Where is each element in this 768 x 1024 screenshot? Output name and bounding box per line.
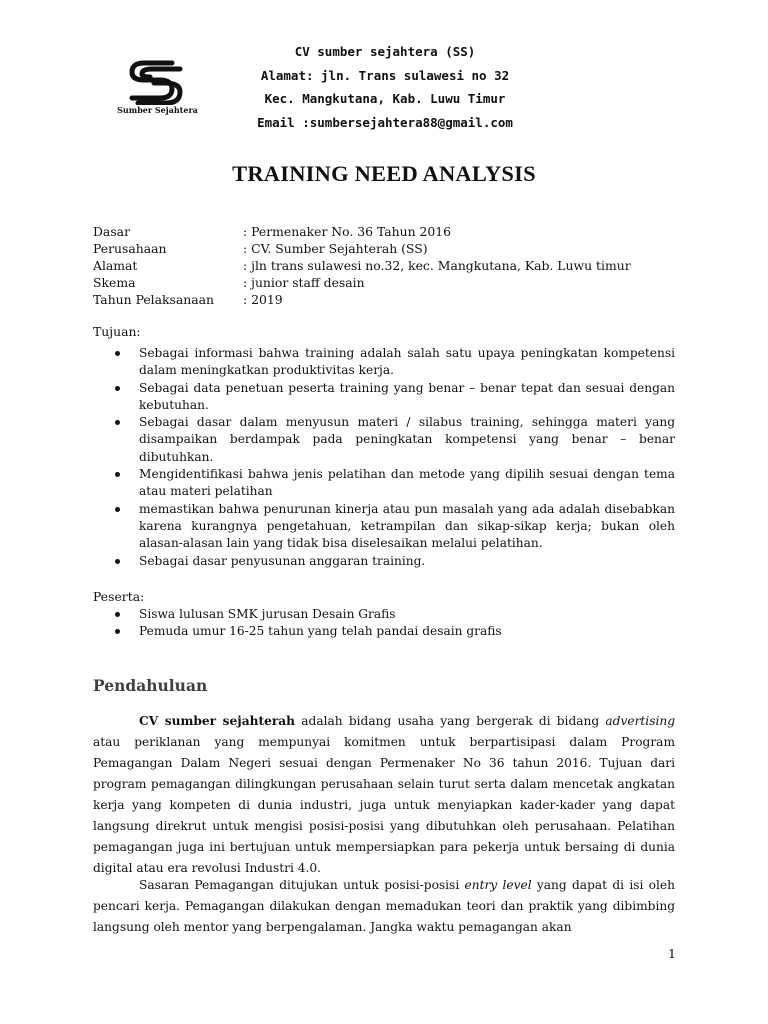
paragraph-italic: advertising [605,714,675,728]
list-item-text: Sebagai dasar dalam menyusun materi / silabus training, sehingga materi yang disampaikan berdampak pada peningkatan kompetensi yang benar – benar dibutuhkan. [139,415,675,464]
paragraph-text: Sasaran Pemagangan ditujukan untuk posisi-posisi [139,878,465,892]
company-email: Email :sumbersejahtera88@gmail.com [257,114,513,130]
info-value: : jln trans sulawesi no.32, kec. Mangkutana, Kab. Luwu timur [243,258,631,273]
paragraph-text: atau periklanan yang mempunyai komitmen untuk berpartisipasi dalam Program Pemagangan Dalam Negeri sesuai dengan Permenaker No 36 tahun 2016. Tujuan dari program pemagangan dilingkungan perusahaan selain turut serta dalam mencetak angkatan kerja yang kompeten di dunia industri, juga untuk menyiapkan kader-kader yang dapat langsung direkrut untuk mengisi posisi-posisi yang dibutuhkan oleh perusahaan. Pelatihan pemagangan juga ini bertujuan untuk mempersiapkan para pekerja untuk bersaing di dunia digital atau era revolusi Industri 4.0. [93,735,675,875]
list-item [93,380,675,415]
tujuan-label: Tujuan: [93,324,141,339]
list-item [93,501,675,553]
tujuan-list [93,345,675,570]
info-label: Perusahaan [93,241,167,256]
paragraph-text: adalah bidang usaha yang bergerak di bidang [295,714,606,728]
peserta-list [93,606,675,641]
info-value: : junior staff desain [243,275,365,290]
logo-caption: Sumber Sejahtera [117,105,198,115]
info-label: Alamat [93,258,138,273]
ss-logo-icon [110,55,205,105]
list-item [93,466,675,501]
letterhead-text [230,40,540,134]
company-district: Kec. Mangkutana, Kab. Luwu Timur [264,91,506,106]
list-item [93,606,675,623]
list-item [93,553,675,570]
page-number: 1 [668,946,676,961]
info-label: Dasar [93,224,130,239]
paragraph-pendahuluan-1 [93,711,675,879]
company-address: Alamat: jln. Trans sulawesi no 32 [260,67,510,83]
peserta-label: Peserta: [93,589,145,604]
list-item [93,345,675,380]
list-item-text: Sebagai data penetuan peserta training yang benar – benar tepat dan sesuai dengan kebutuhan. [139,380,675,412]
list-item-text: Sebagai dasar penyusunan anggaran training. [139,553,426,568]
company-name: CV sumber sejahtera (SS) [294,44,476,59]
list-item-text: Mengidentifikasi bahwa jenis pelatihan dan metode yang dipilih sesuai dengan tema atau materi pelatihan [139,467,675,499]
paragraph-italic: entry level [464,878,532,892]
bullet-icon [115,420,120,425]
bullet-icon [115,386,120,391]
company-logo [110,55,205,120]
list-item [93,414,675,466]
list-item-text: Pemuda umur 16-25 tahun yang telah pandai desain grafis [139,624,502,639]
list-item [93,623,675,640]
bullet-icon [115,559,120,564]
paragraph-pendahuluan-2 [93,875,675,938]
paragraph-text: yang dapat di isi oleh pencari kerja. Pemagangan dilakukan dengan memadukan teori dan praktik yang dibimbing langsung oleh mentor yang berpengalaman. Jangka waktu pemagangan akan [93,878,675,934]
list-item-text: memastikan bahwa penurunan kinerja atau pun masalah yang ada adalah disebabkan karena kurangnya pengetahuan, ketrampilan dan sikap-sikap kerja; bukan oleh alasan-alasan lain yang tidak bisa diselesaikan melalui pelatihan. [139,501,675,551]
bullet-icon [115,612,120,617]
info-value: : 2019 [243,292,283,307]
list-item-text: Siswa lulusan SMK jurusan Desain Grafis [139,607,396,621]
bullet-icon [115,507,120,512]
info-label: Tahun Pelaksanaan [93,292,215,307]
company-name-bold: CV sumber sejahterah [139,714,296,728]
info-label: Skema [93,275,136,290]
bullet-icon [115,472,120,477]
document-title: TRAINING NEED ANALYSIS [232,161,536,186]
section-heading-pendahuluan: Pendahuluan [93,676,208,695]
list-item-text: Sebagai informasi bahwa training adalah salah satu upaya peningkatan kompetensi dalam meningkatkan produktivitas kerja. [139,346,675,378]
bullet-icon [115,351,120,356]
info-value: : CV. Sumber Sejahterah (SS) [243,241,428,256]
info-value: : Permenaker No. 36 Tahun 2016 [243,224,452,239]
bullet-icon [115,629,120,634]
